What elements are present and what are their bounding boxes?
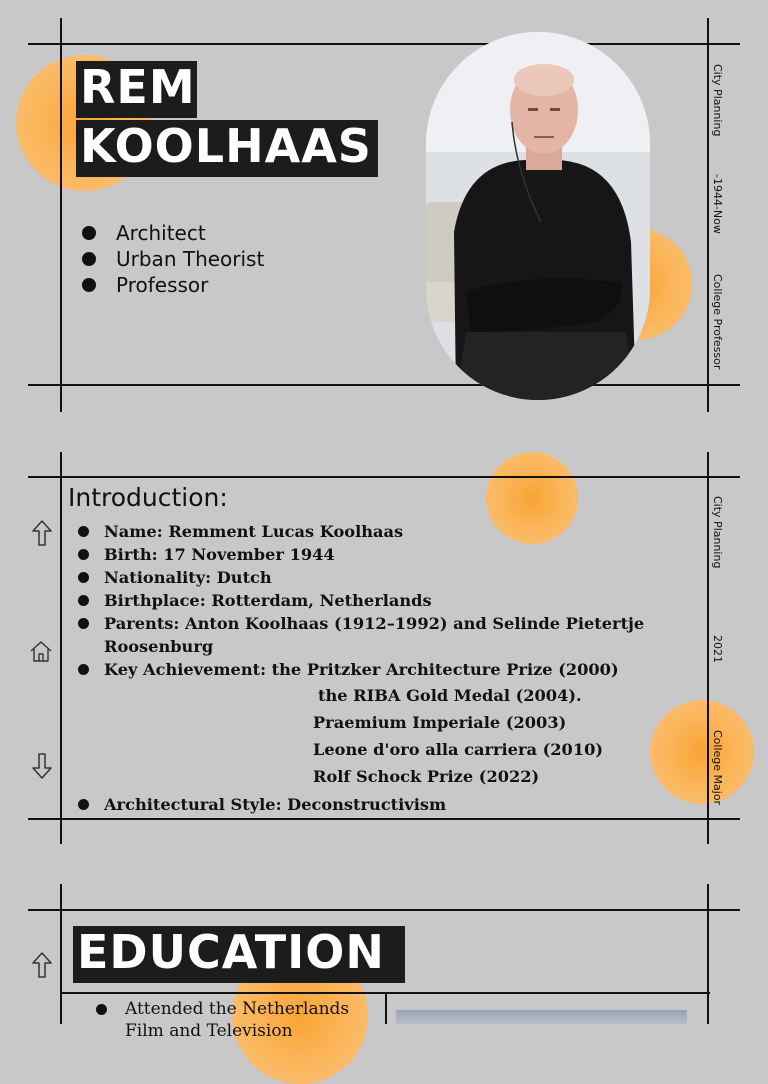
page-title-line1: REM [76, 61, 197, 118]
bullet-icon [78, 549, 89, 560]
bullet-icon [78, 595, 89, 606]
award-line: Rolf Schock Prize (2022) [313, 767, 540, 786]
bullet-icon [82, 252, 96, 266]
divider [28, 384, 740, 386]
divider [385, 992, 387, 1024]
education-list [94, 998, 375, 1042]
award-line: the RIBA Gold Medal (2004). [318, 686, 582, 705]
divider [60, 452, 62, 844]
side-label: City Planning [711, 64, 724, 137]
divider [60, 18, 62, 412]
section-title-education: EDUCATION [73, 926, 405, 983]
role-list [78, 220, 264, 298]
bullet-icon [78, 572, 89, 583]
up-arrow-icon[interactable] [30, 519, 54, 547]
decor-circle-intro-right [650, 700, 754, 804]
list-item: Nationality: Dutch [78, 566, 664, 589]
list-item: Professor [78, 272, 264, 298]
award-line: Leone d'oro alla carriera (2010) [313, 740, 603, 759]
bullet-icon [78, 526, 89, 537]
divider [28, 476, 740, 478]
list-item: Urban Theorist [78, 246, 264, 272]
side-label: 2021 [711, 635, 724, 663]
portrait-illustration [426, 32, 650, 400]
down-arrow-icon[interactable] [30, 752, 54, 780]
list-item: Birthplace: Rotterdam, Netherlands [78, 589, 664, 612]
award-line: Praemium Imperiale (2003) [313, 713, 567, 732]
bullet-icon [78, 618, 89, 629]
section-title-introduction: Introduction: [68, 483, 228, 512]
divider [28, 818, 740, 820]
side-label: College Major [711, 730, 724, 806]
up-arrow-icon[interactable] [30, 951, 54, 979]
divider [707, 452, 709, 844]
side-label: City Planning [711, 496, 724, 569]
divider [28, 43, 740, 45]
side-label: -1944-Now [711, 174, 724, 234]
bullet-icon [78, 799, 89, 810]
bullet-icon [96, 1004, 107, 1015]
list-item: Name: Remment Lucas Koolhaas [78, 520, 664, 543]
bullet-icon [82, 278, 96, 292]
divider [707, 18, 709, 412]
list-item: Key Achievement: the Pritzker Architecture Prize (2000) [78, 658, 664, 681]
education-photo [396, 1010, 687, 1024]
list-item: Parents: Anton Koolhaas (1912–1992) and Selinde Pietertje Roosenburg [78, 612, 664, 658]
list-item: Architectural Style: Deconstructivism [78, 795, 446, 814]
home-icon[interactable] [29, 638, 53, 666]
list-item: Architect [78, 220, 264, 246]
page-title-line2: KOOLHAAS [76, 120, 378, 177]
bullet-icon [82, 226, 96, 240]
side-label: College Professor [711, 274, 724, 370]
list-item: Attended the Netherlands Film and Television [94, 998, 375, 1042]
list-item: Birth: 17 November 1944 [78, 543, 664, 566]
divider [60, 884, 62, 1024]
divider [28, 909, 740, 911]
divider [707, 884, 709, 1024]
portrait-photo [426, 32, 650, 400]
fact-list [78, 520, 664, 681]
bullet-icon [78, 664, 89, 675]
